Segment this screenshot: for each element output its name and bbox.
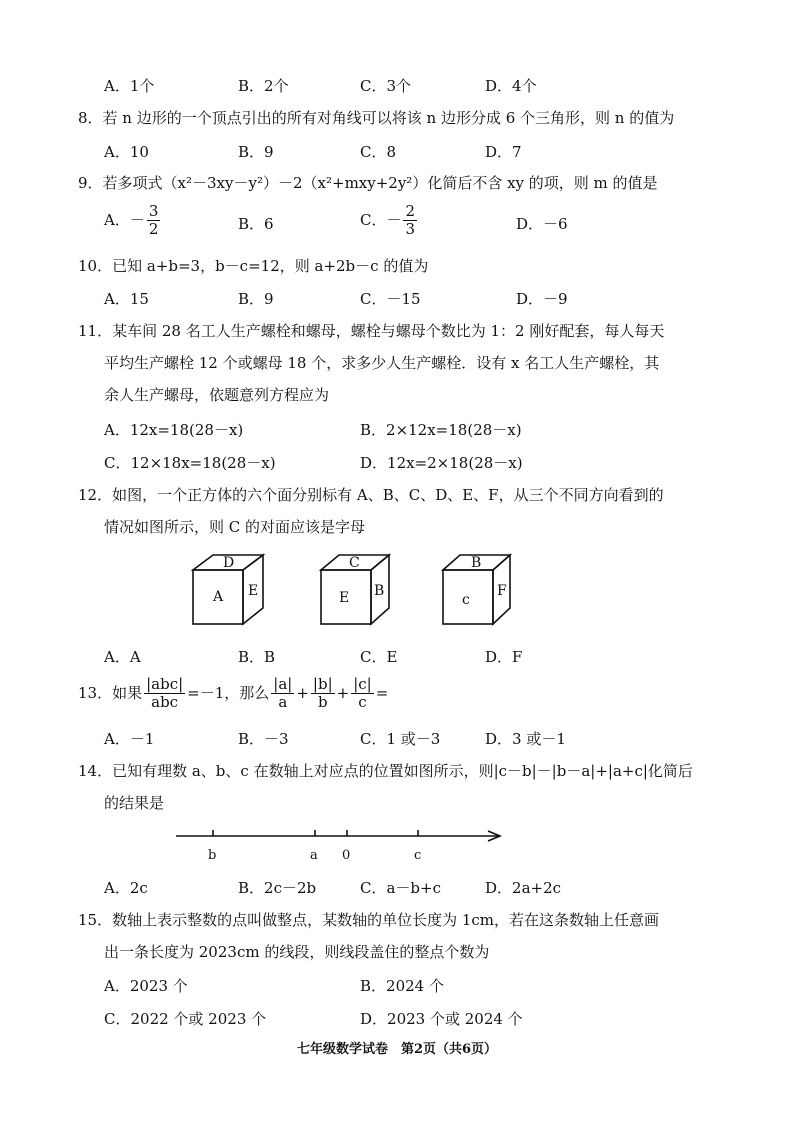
q15-option-d: D．2023 个或 2024 个 (360, 1010, 523, 1028)
cube-1-top-label: D (223, 555, 235, 571)
q13-main-numerator: |abc| (146, 675, 184, 693)
q13-fraction-a (271, 676, 294, 712)
q10-option-b: B．9 (238, 290, 274, 308)
q9-option-d: D．－6 (516, 215, 568, 233)
q14-line-2: 的结果是 (104, 794, 165, 812)
q11-line-3: 余人生产螺母，依题意列方程应为 (104, 386, 330, 404)
q9-option-c-denominator: 3 (405, 220, 416, 239)
q8-option-a: A．10 (104, 143, 149, 161)
q12-option-a: A．A (104, 648, 141, 666)
q11-option-c: C．12×18x=18(28－x) (104, 454, 276, 472)
q14-line-1: 14．已知有理数 a、b、c 在数轴上对应点的位置如图所示，则|c－b|－|b－a|+|a+c|化简后 (78, 762, 693, 780)
cube-1-side-label: E (248, 583, 259, 599)
q13-option-b: B．－3 (238, 730, 289, 748)
q14-option-a: A．2c (104, 879, 148, 897)
q9-option-a (104, 203, 162, 239)
q13-fraction-a-numerator: |a| (273, 675, 293, 693)
number-line-figure (170, 822, 510, 866)
q10-option-d: D．－9 (516, 290, 568, 308)
q13-main-denominator: abc (151, 693, 179, 712)
cube-2-drawing (316, 550, 406, 630)
q14-option-c: C．a－b+c (360, 879, 441, 897)
q13-option-d: D．3 或－1 (485, 730, 566, 748)
cube-3-front-label: c (462, 592, 470, 608)
cube-3-side-label: F (497, 583, 507, 599)
number-line-drawing (170, 822, 510, 866)
q13-fraction-c-numerator: |c| (353, 675, 372, 693)
q15-option-c: C．2022 个或 2023 个 (104, 1010, 267, 1028)
q13-fraction-a-denominator: a (278, 693, 288, 712)
q13-fraction-c (351, 676, 374, 712)
axis-label-b: b (208, 848, 217, 863)
cube-3-drawing (440, 550, 530, 630)
q12-line-2: 情况如图所示，则 C 的对面应该是字母 (104, 518, 366, 536)
q9-option-a-denominator: 2 (148, 220, 159, 239)
q9-option-a-prefix: A．－ (104, 210, 145, 229)
q9-option-c-numerator: 2 (405, 202, 416, 220)
q13-prefix: 13．如果 (78, 683, 143, 702)
q14-option-d: D．2a+2c (485, 879, 562, 897)
q13-tail: = (375, 683, 389, 702)
cube-2-side-label: B (374, 583, 385, 599)
q11-line-1: 11．某车间 28 名工人生产螺栓和螺母，螺栓与螺母个数比为 1：2 刚好配套，每人每天 (78, 322, 665, 340)
q7-option-d: D．4个 (485, 77, 537, 95)
q15-option-b: B．2024 个 (360, 977, 444, 995)
q9-option-b: B．6 (238, 215, 274, 233)
q7-option-a: A．1个 (104, 77, 155, 95)
cube-2-front-label: E (339, 590, 350, 606)
cube-figure-1 (188, 550, 278, 630)
q13-fraction-b (311, 676, 335, 712)
q9-stem: 9．若多项式（x²－3xy－y²）－2（x²+mxy+2y²）化简后不含 xy 的项，则 m 的值是 (78, 174, 658, 192)
q8-option-d: D．7 (485, 143, 522, 161)
axis-label-c: c (414, 848, 422, 863)
q9-option-c (360, 203, 419, 239)
q13-stem (78, 676, 388, 712)
q7-option-b: B．2个 (238, 77, 289, 95)
q15-line-1: 15．数轴上表示整数的点叫做整点，某数轴的单位长度为 1cm，若在这条数轴上任意画 (78, 911, 660, 929)
q15-line-2: 出一条长度为 2023cm 的线段，则线段盖住的整点个数为 (104, 943, 490, 961)
q9-option-a-fraction (147, 203, 161, 239)
q14-option-b: B．2c－2b (238, 879, 317, 897)
q10-option-a: A．15 (104, 290, 149, 308)
q9-option-c-prefix: C．－ (360, 210, 402, 229)
q12-option-d: D．F (485, 648, 523, 666)
q10-stem: 10．已知 a+b=3，b－c=12，则 a+2b－c 的值为 (78, 257, 429, 275)
axis-label-a: a (310, 848, 318, 863)
q7-option-c: C．3个 (360, 77, 412, 95)
q11-option-d: D．12x=2×18(28－x) (360, 454, 523, 472)
q11-option-b: B．2×12x=18(28－x) (360, 421, 522, 439)
cube-figure-2 (316, 550, 406, 630)
q12-option-b: B．B (238, 648, 276, 666)
q11-line-2: 平均生产螺栓 12 个或螺母 18 个，求多少人生产螺栓．设有 x 名工人生产螺栓，其 (104, 354, 660, 372)
q12-line-1: 12．如图，一个正方体的六个面分别标有 A、B、C、D、E、F，从三个不同方向看到的 (78, 486, 664, 504)
q13-option-c: C．1 或－3 (360, 730, 441, 748)
q13-option-a: A．－1 (104, 730, 155, 748)
axis-label-zero: 0 (342, 848, 351, 863)
q13-fraction-b-denominator: b (317, 693, 328, 712)
q9-option-a-numerator: 3 (148, 202, 159, 220)
q8-option-c: C．8 (360, 143, 397, 161)
q10-option-c: C．－15 (360, 290, 421, 308)
q13-fraction-c-denominator: c (358, 693, 367, 712)
cube-figure-3 (440, 550, 530, 630)
cube-1-front-label: A (213, 589, 224, 605)
q8-stem: 8．若 n 边形的一个顶点引出的所有对角线可以将该 n 边形分成 6 个三角形，则 n 的值为 (78, 109, 675, 127)
cube-1-drawing (188, 550, 278, 630)
cube-3-top-label: B (471, 555, 482, 571)
q8-option-b: B．9 (238, 143, 274, 161)
q13-main-fraction (144, 676, 185, 712)
q13-plus-1: + (296, 683, 309, 702)
q15-option-a: A．2023 个 (104, 977, 188, 995)
q13-plus-2: + (336, 683, 350, 702)
q12-option-c: C．E (360, 648, 398, 666)
page-footer: 七年级数学试卷 第2页（共6页） (296, 1042, 498, 1057)
q9-option-c-fraction (403, 203, 417, 239)
q13-fraction-b-numerator: |b| (312, 675, 333, 693)
q11-option-a: A．12x=18(28－x) (104, 421, 244, 439)
q13-equals-text: =－1，那么 (187, 683, 270, 702)
cube-2-top-label: C (349, 555, 360, 571)
